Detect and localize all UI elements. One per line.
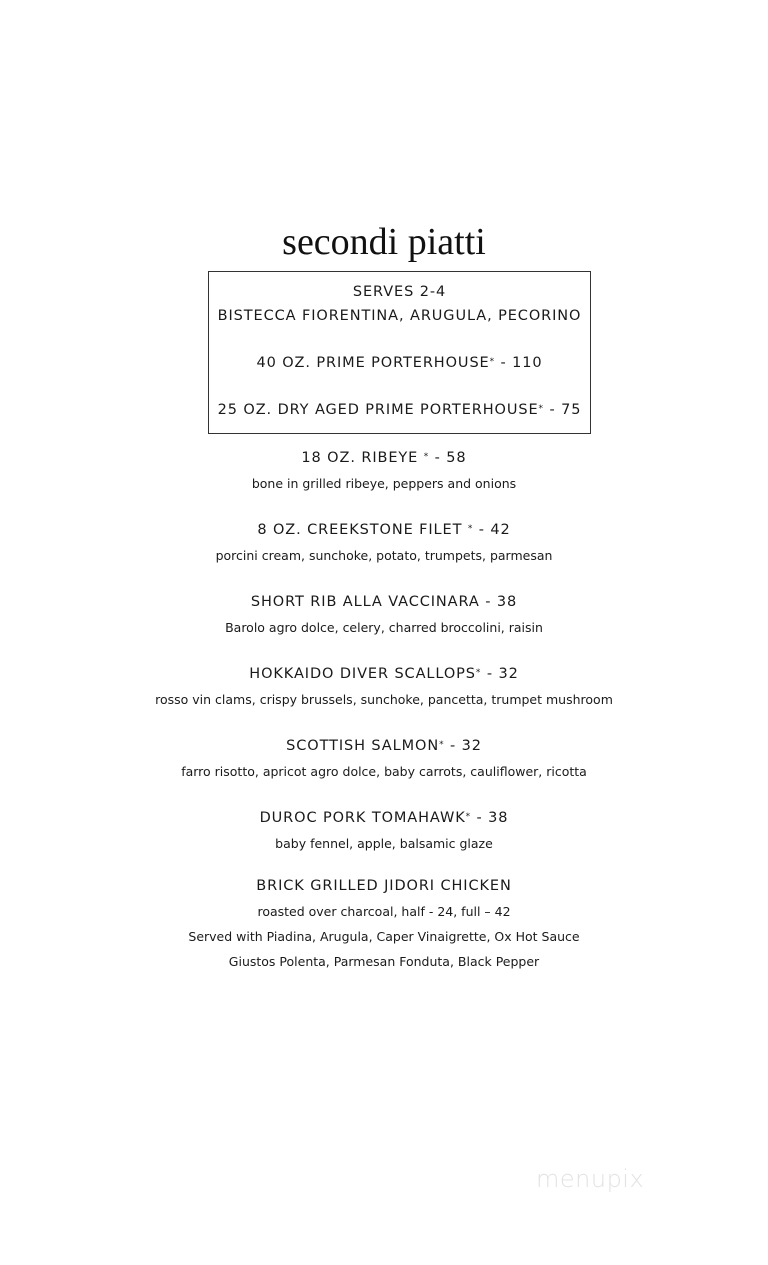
item-name: 40 OZ. PRIME PORTERHOUSE	[256, 355, 490, 371]
item-description: Served with Piadina, Arugula, Caper Vinaigrette, Ox Hot Sauce	[188, 929, 580, 944]
item-price: - 38	[471, 810, 509, 826]
menu-item-ribeye	[0, 450, 768, 466]
asterisk-icon: *	[538, 404, 544, 414]
menu-item-25oz-dry-aged-porterhouse	[209, 402, 590, 418]
menu-item-short-rib	[0, 594, 768, 610]
item-price: - 110	[495, 355, 543, 371]
item-name: DUROC PORK TOMAHAWK	[259, 810, 466, 826]
section-title: secondi piatti	[282, 221, 486, 263]
asterisk-icon: *	[475, 668, 482, 678]
item-name: HOKKAIDO DIVER SCALLOPS	[249, 666, 476, 682]
item-description: rosso vin clams, crispy brussels, sunchoke, pancetta, trumpet mushroom	[155, 692, 613, 707]
item-price: - 58	[429, 450, 467, 466]
menu-item-40oz-porterhouse	[209, 355, 590, 371]
item-description: baby fennel, apple, balsamic glaze	[275, 836, 493, 851]
item-name: 25 OZ. DRY AGED PRIME PORTERHOUSE	[217, 402, 539, 418]
item-description: Giustos Polenta, Parmesan Fonduta, Black Pepper	[228, 954, 540, 969]
asterisk-icon: *	[467, 524, 474, 534]
item-price: - 42	[473, 522, 511, 538]
menu-item-salmon	[0, 738, 768, 754]
item-name: 18 OZ. RIBEYE	[301, 450, 424, 466]
featured-subtitle: BISTECCA FIORENTINA, ARUGULA, PECORINO	[217, 308, 582, 324]
item-description: Barolo agro dolce, celery, charred broccolini, raisin	[225, 620, 543, 635]
menupix-watermark: menupix	[536, 1165, 645, 1193]
item-price: - 32	[481, 666, 519, 682]
item-price: - 32	[444, 738, 482, 754]
asterisk-icon: *	[489, 357, 496, 367]
item-price: - 75	[543, 402, 582, 418]
asterisk-icon: *	[439, 740, 445, 750]
menu-item-scallops	[0, 666, 768, 682]
serves-label: SERVES 2-4	[352, 284, 447, 300]
featured-porterhouse-box	[208, 271, 591, 434]
item-description: farro risotto, apricot agro dolce, baby carrots, cauliflower, ricotta	[181, 764, 587, 779]
menu-item-pork-tomahawk	[0, 810, 768, 826]
item-name: SHORT RIB ALLA VACCINARA - 38	[250, 594, 518, 610]
asterisk-icon: *	[423, 452, 430, 462]
item-name: 8 OZ. CREEKSTONE FILET	[257, 522, 468, 538]
menu-item-creekstone-filet	[0, 522, 768, 538]
item-description: roasted over charcoal, half - 24, full – 42	[257, 904, 511, 919]
item-description: bone in grilled ribeye, peppers and onions	[251, 476, 517, 491]
asterisk-icon: *	[465, 812, 472, 822]
item-name: SCOTTISH SALMON	[286, 738, 440, 754]
item-description: porcini cream, sunchoke, potato, trumpets, parmesan	[215, 548, 553, 563]
menu-item-jidori-chicken: BRICK GRILLED JIDORI CHICKEN	[256, 878, 512, 894]
